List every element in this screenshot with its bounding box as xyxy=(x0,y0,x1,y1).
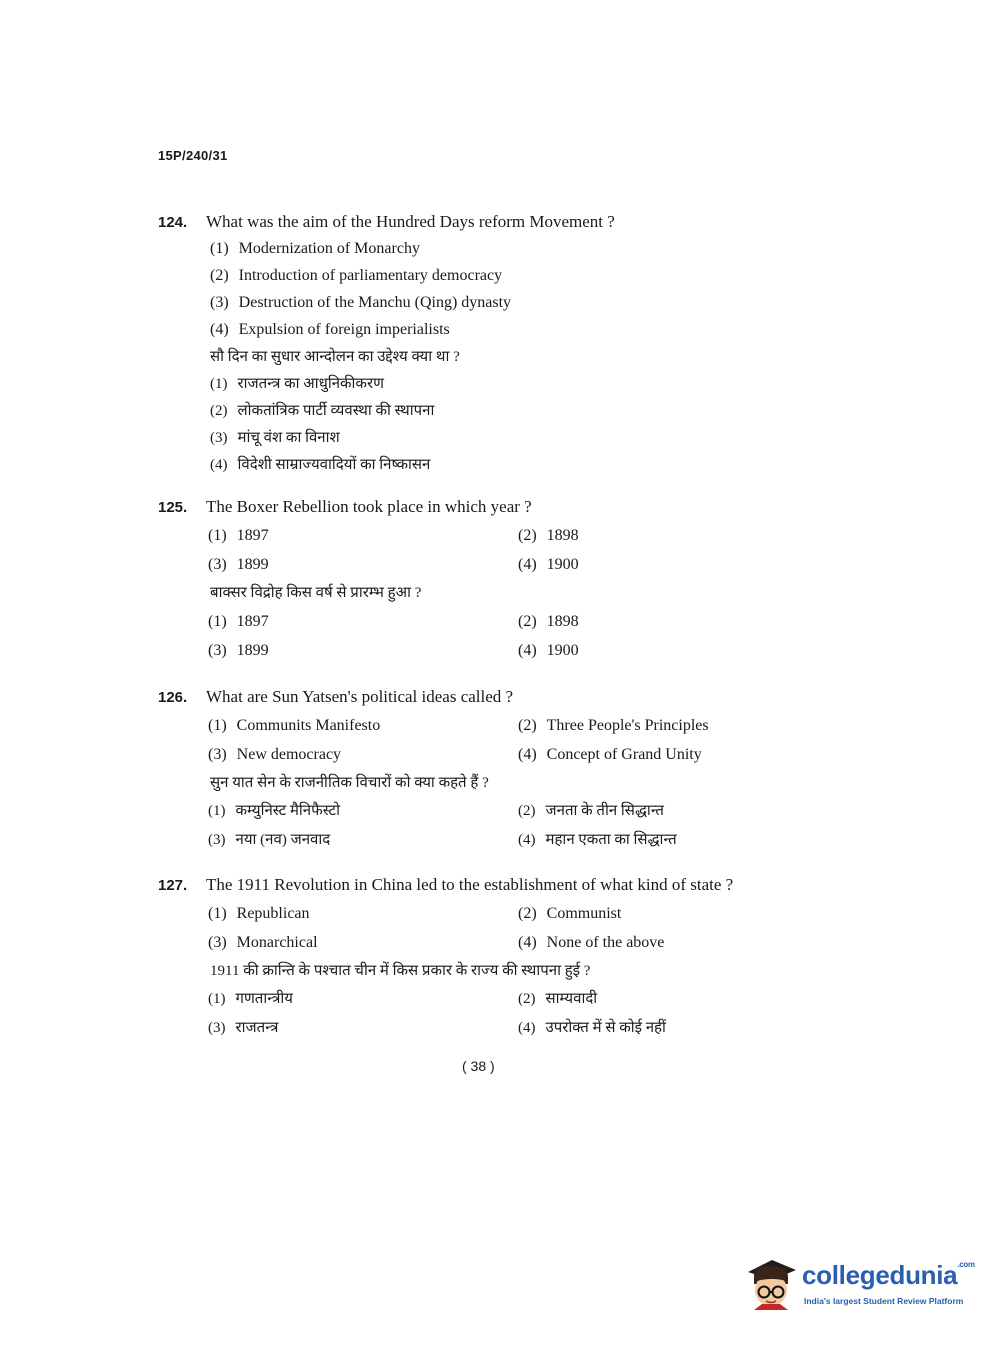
option-hi-4: (4) विदेशी साम्राज्यवादियों का निष्कासन xyxy=(210,457,431,473)
question-text-hi: सौ दिन का सुधार आन्दोलन का उद्देश्य क्या था ? xyxy=(210,349,460,365)
option-hi-1: (1) कम्युनिस्ट मैनिफैस्टो xyxy=(208,803,340,819)
option-en-3: (3) New democracy xyxy=(208,746,342,763)
question-124 xyxy=(158,212,818,479)
option-hi-3: (3) 1899 xyxy=(208,642,269,659)
option-hi-3: (3) नया (नव) जनवाद xyxy=(208,832,331,848)
option-hi-2: (2) साम्यवादी xyxy=(518,991,598,1007)
option-hi-4: (4) महान एकता का सिद्धान्त xyxy=(518,832,677,848)
question-127 xyxy=(158,875,838,1043)
option-en-1: (1) Modernization of Monarchy xyxy=(210,240,420,257)
option-en-3: (3) Monarchical xyxy=(208,934,318,951)
question-125 xyxy=(158,497,818,665)
option-hi-2: (2) लोकतांत्रिक पार्टी व्यवस्था की स्थापना xyxy=(210,403,435,419)
option-hi-3: (3) राजतन्त्र xyxy=(208,1020,279,1036)
question-text-en: What was the aim of the Hundred Days reform Movement ? xyxy=(206,212,615,231)
question-text-hi: बाक्सर विद्रोह किस वर्ष से प्रारम्भ हुआ ? xyxy=(210,585,422,601)
option-hi-1: (1) गणतान्त्रीय xyxy=(208,991,293,1007)
option-en-2: (2) Introduction of parliamentary democracy xyxy=(210,267,503,284)
question-text-hi: 1911 की क्रान्ति के पश्चात चीन में किस प्रकार के राज्य की स्थापना हुई ? xyxy=(210,963,591,979)
option-hi-4: (4) 1900 xyxy=(518,642,579,659)
option-en-3: (3) 1899 xyxy=(208,556,269,573)
option-hi-2: (2) जनता के तीन सिद्धान्त xyxy=(518,803,664,819)
question-number: 124. xyxy=(158,214,188,231)
question-text-en: The Boxer Rebellion took place in which year ? xyxy=(206,497,532,516)
question-text-hi: सुन यात सेन के राजनीतिक विचारों को क्या कहते हैं ? xyxy=(210,775,489,791)
option-en-1: (1) 1897 xyxy=(208,527,269,544)
logo-tagline: India's largest Student Review Platform xyxy=(804,1296,964,1306)
question-126 xyxy=(158,687,818,855)
question-number: 127. xyxy=(158,877,188,894)
question-number: 125. xyxy=(158,499,188,516)
option-en-4: (4) None of the above xyxy=(518,934,665,951)
option-hi-2: (2) 1898 xyxy=(518,613,579,630)
page-code: 15P/240/31 xyxy=(158,148,228,163)
option-en-2: (2) Communist xyxy=(518,905,622,922)
question-text-en: What are Sun Yatsen's political ideas called ? xyxy=(206,687,514,706)
option-en-4: (4) Concept of Grand Unity xyxy=(518,746,702,763)
option-en-1: (1) Communits Manifesto xyxy=(208,717,381,734)
option-en-4: (4) 1900 xyxy=(518,556,579,573)
question-text-en: The 1911 Revolution in China led to the establishment of what kind of state ? xyxy=(206,875,734,894)
option-en-1: (1) Republican xyxy=(208,905,310,922)
option-hi-4: (4) उपरोक्त में से कोई नहीं xyxy=(518,1020,666,1036)
logo-name: collegedunia$^{.com}$ xyxy=(802,1260,975,1290)
option-hi-3: (3) मांचू वंश का विनाश xyxy=(210,430,340,446)
option-en-4: (4) Expulsion of foreign imperialists xyxy=(210,321,450,338)
option-hi-1: (1) राजतन्त्र का आधुनिकीकरण xyxy=(210,376,384,392)
option-en-2: (2) Three People's Principles xyxy=(518,717,709,734)
collegedunia-logo xyxy=(742,1250,975,1314)
option-hi-1: (1) 1897 xyxy=(208,613,269,630)
question-number: 126. xyxy=(158,689,188,706)
option-en-2: (2) 1898 xyxy=(518,527,579,544)
option-en-3: (3) Destruction of the Manchu (Qing) dynasty xyxy=(210,294,512,311)
mascot-icon xyxy=(742,1252,798,1310)
page-number: ( 38 ) xyxy=(462,1058,495,1074)
